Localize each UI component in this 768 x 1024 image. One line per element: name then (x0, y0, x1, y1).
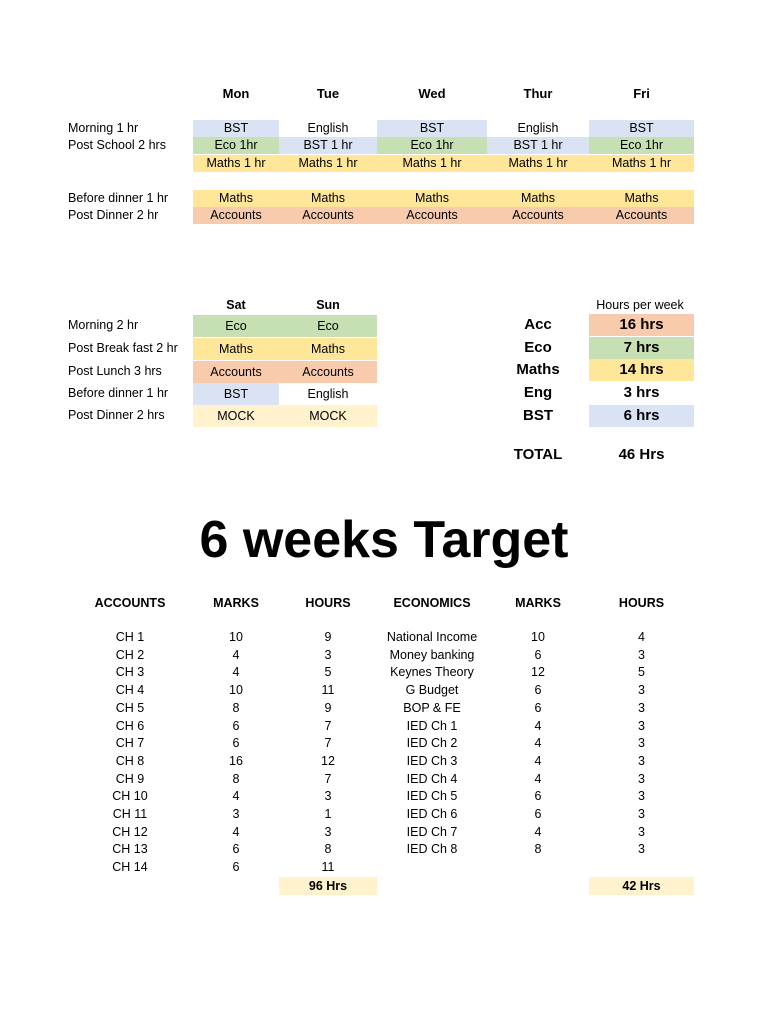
table-cell: 6 (534, 683, 542, 697)
table-cell: 4 (232, 789, 240, 803)
schedule-cell: Accounts (279, 361, 377, 383)
schedule-cell: Eco 1hr (193, 137, 279, 154)
table-cell: 10 (531, 630, 545, 644)
summary-hours: 7 hrs (589, 337, 694, 359)
page-title: 6 weeks Target (199, 511, 569, 569)
table-cell: Keynes Theory (390, 665, 474, 679)
table-cell: 7 (324, 736, 332, 750)
table-cell: 6 (232, 842, 240, 856)
table-cell: CH 2 (115, 648, 145, 662)
table-cell: 6 (534, 648, 542, 662)
table-cell: IED Ch 8 (406, 842, 458, 856)
column-header: HOURS (618, 596, 665, 610)
table-cell: CH 12 (112, 825, 148, 839)
total-label: TOTAL (513, 446, 563, 463)
row-label: Post Lunch 3 hrs (68, 364, 162, 378)
table-cell: 3 (638, 825, 645, 839)
schedule-cell: Maths (279, 190, 377, 207)
summary-hours: 16 hrs (589, 314, 694, 336)
table-cell: 4 (534, 754, 542, 768)
table-cell: 8 (324, 842, 332, 856)
table-cell: 3 (638, 754, 645, 768)
table-cell: CH 10 (112, 789, 148, 803)
schedule-cell: English (279, 383, 377, 405)
column-header: ECONOMICS (393, 596, 471, 610)
table-cell: 6 (232, 860, 240, 874)
table-cell: CH 9 (115, 772, 145, 786)
total-value: 46 Hrs (618, 446, 665, 463)
table-cell: 4 (638, 630, 645, 644)
schedule-cell: BST (193, 120, 279, 137)
schedule-cell: BST (193, 383, 279, 405)
table-cell: 3 (638, 719, 645, 733)
schedule-cell: Maths (487, 190, 589, 207)
table-cell: 4 (232, 648, 240, 662)
table-cell: 10 (229, 683, 243, 697)
row-label: Post Dinner 2 hrs (68, 408, 165, 422)
table-cell: CH 8 (115, 754, 145, 768)
table-cell: 9 (324, 630, 332, 644)
schedule-cell: Accounts (193, 207, 279, 224)
summary-subject: Eco (524, 339, 552, 356)
schedule-cell: English (279, 120, 377, 137)
day-header: Mon (222, 86, 250, 101)
row-label: Before dinner 1 hr (68, 191, 169, 205)
day-header: Thur (523, 86, 553, 101)
table-cell: 5 (324, 665, 332, 679)
table-cell: 12 (321, 754, 335, 768)
schedule-cell: BST 1 hr (487, 137, 589, 154)
table-cell: CH 14 (112, 860, 148, 874)
schedule-cell: Maths (377, 190, 487, 207)
summary-subject: Acc (524, 316, 552, 333)
table-cell: 8 (534, 842, 542, 856)
table-cell: Money banking (389, 648, 475, 662)
table-cell: 11 (321, 860, 335, 874)
table-cell: 7 (324, 772, 332, 786)
schedule-cell: BST 1 hr (279, 137, 377, 154)
schedule-cell: MOCK (279, 405, 377, 427)
schedule-cell: Maths (279, 338, 377, 360)
table-cell: IED Ch 5 (406, 789, 458, 803)
table-cell: 8 (232, 772, 240, 786)
schedule-cell: Maths 1 hr (589, 155, 694, 172)
table-cell: 10 (229, 630, 243, 644)
schedule-cell: Accounts (193, 361, 279, 383)
schedule-cell: Maths 1 hr (377, 155, 487, 172)
day-header: Sun (316, 298, 340, 312)
row-label: Morning 2 hr (68, 318, 139, 332)
schedule-cell: Eco (279, 315, 377, 337)
table-cell: 6 (534, 701, 542, 715)
schedule-cell: Accounts (487, 207, 589, 224)
table-cell: IED Ch 6 (406, 807, 458, 821)
summary-hours: 6 hrs (589, 405, 694, 427)
table-cell: IED Ch 7 (406, 825, 458, 839)
summary-subject: Eng (523, 384, 553, 401)
summary-hours: 3 hrs (589, 382, 694, 404)
summary-hours: 14 hrs (589, 359, 694, 381)
schedule-cell: English (487, 120, 589, 137)
schedule-cell: Accounts (377, 207, 487, 224)
row-label: Post Break fast 2 hr (68, 341, 178, 355)
table-cell: 6 (534, 789, 542, 803)
table-cell: 3 (638, 648, 645, 662)
table-cell: 4 (232, 825, 240, 839)
table-cell: 3 (232, 807, 240, 821)
table-cell: 11 (321, 683, 335, 697)
schedule-cell: Eco 1hr (377, 137, 487, 154)
table-cell: IED Ch 3 (406, 754, 458, 768)
schedule-cell: Eco (193, 315, 279, 337)
table-cell: 3 (324, 789, 332, 803)
table-cell: CH 4 (115, 683, 145, 697)
schedule-cell: Maths (193, 190, 279, 207)
summary-subject: BST (523, 407, 553, 424)
table-cell: CH 13 (112, 842, 148, 856)
table-cell: 4 (534, 736, 542, 750)
day-header: Fri (633, 86, 650, 101)
day-header: Sat (226, 298, 246, 312)
schedule-cell: Maths (589, 190, 694, 207)
table-cell: IED Ch 2 (406, 736, 458, 750)
table-cell: 3 (324, 825, 332, 839)
table-cell: 5 (638, 665, 645, 679)
table-cell: 4 (232, 665, 240, 679)
column-header: MARKS (515, 596, 561, 610)
schedule-cell: Accounts (279, 207, 377, 224)
table-cell: 16 (229, 754, 243, 768)
column-header: ACCOUNTS (94, 596, 166, 610)
table-cell: G Budget (405, 683, 459, 697)
table-cell: 3 (638, 736, 645, 750)
table-cell: 3 (638, 807, 645, 821)
table-cell: CH 7 (115, 736, 145, 750)
table-cell: CH 6 (115, 719, 145, 733)
table-cell: 3 (638, 683, 645, 697)
schedule-cell: Eco 1hr (589, 137, 694, 154)
table-cell: IED Ch 1 (406, 719, 458, 733)
summary-subject: Maths (516, 361, 560, 378)
schedule-cell: Maths 1 hr (193, 155, 279, 172)
table-cell: 3 (638, 789, 645, 803)
table-cell: 3 (638, 842, 645, 856)
schedule-cell: MOCK (193, 405, 279, 427)
table-cell: BOP & FE (403, 701, 461, 715)
row-label: Morning 1 hr (68, 121, 139, 135)
schedule-cell: Maths 1 hr (279, 155, 377, 172)
total-hours: 96 Hrs (279, 877, 377, 895)
day-header: Tue (316, 86, 340, 101)
table-cell: CH 1 (115, 630, 145, 644)
schedule-cell: Accounts (589, 207, 694, 224)
summary-header: Hours per week (596, 298, 684, 312)
table-cell: IED Ch 4 (406, 772, 458, 786)
schedule-cell: BST (377, 120, 487, 137)
table-cell: 6 (232, 719, 240, 733)
schedule-cell: BST (589, 120, 694, 137)
day-header: Wed (418, 86, 446, 101)
table-cell: 6 (534, 807, 542, 821)
table-cell: 12 (531, 665, 545, 679)
table-cell: National Income (386, 630, 478, 644)
table-cell: 4 (534, 825, 542, 839)
table-cell: 4 (534, 772, 542, 786)
table-cell: 9 (324, 701, 332, 715)
table-cell: CH 11 (112, 807, 148, 821)
table-cell: 7 (324, 719, 332, 733)
column-header: MARKS (213, 596, 259, 610)
row-label: Post Dinner 2 hr (68, 208, 159, 222)
table-cell: 8 (232, 701, 240, 715)
schedule-cell: Maths 1 hr (487, 155, 589, 172)
column-header: HOURS (305, 596, 351, 610)
table-cell: 4 (534, 719, 542, 733)
schedule-cell: Maths (193, 338, 279, 360)
table-cell: CH 5 (115, 701, 145, 715)
table-cell: 1 (324, 807, 332, 821)
table-cell: CH 3 (115, 665, 145, 679)
table-cell: 6 (232, 736, 240, 750)
table-cell: 3 (638, 701, 645, 715)
total-hours: 42 Hrs (589, 877, 694, 895)
table-cell: 3 (324, 648, 332, 662)
row-label: Before dinner 1 hr (68, 386, 169, 400)
row-label: Post School 2 hrs (68, 138, 166, 152)
table-cell: 3 (638, 772, 645, 786)
